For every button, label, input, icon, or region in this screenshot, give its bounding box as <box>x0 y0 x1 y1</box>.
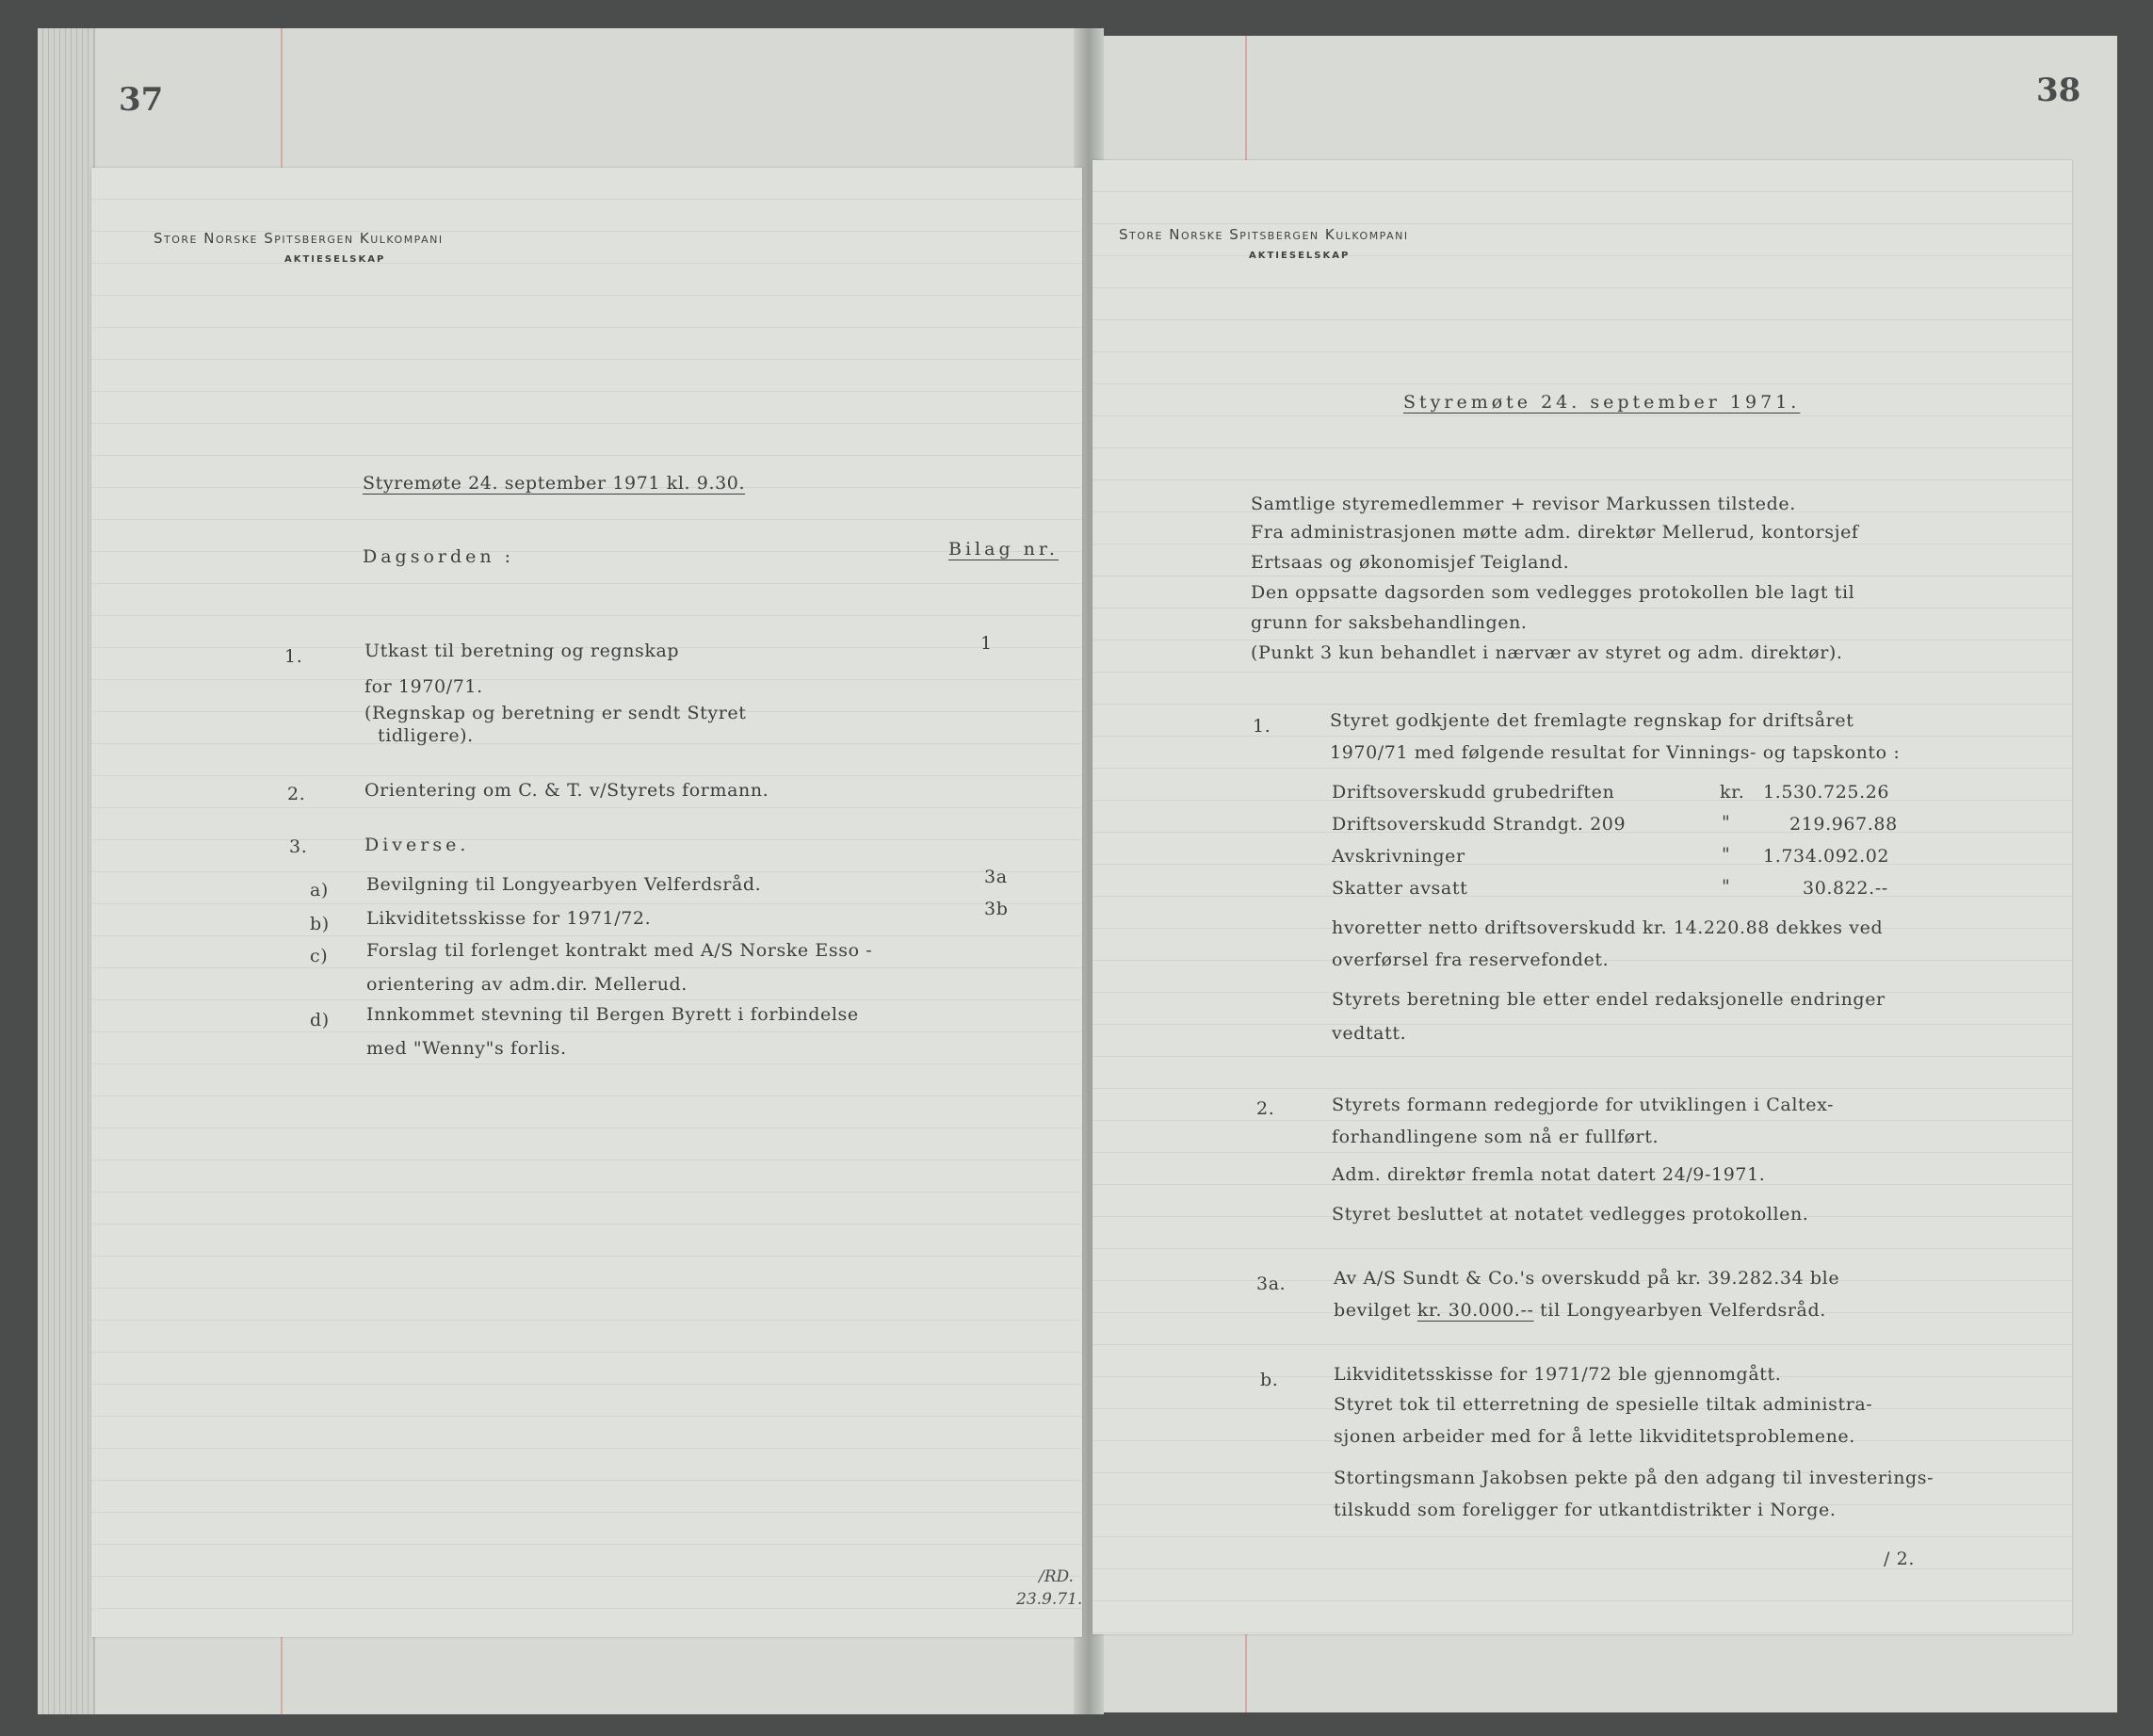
grant-amount: kr. 30.000.-- <box>1416 1300 1534 1321</box>
agenda-item-line: (Regnskap og beretning er sendt Styret <box>364 703 747 723</box>
continuation-mark: / 2. <box>1884 1549 1915 1569</box>
account-label: Avskrivninger <box>1332 846 1465 867</box>
subitem-letter: b) <box>310 914 330 934</box>
intro-line: grunn for saksbehandlingen. <box>1251 612 1528 633</box>
minutes-item-number: 3a. <box>1256 1274 1287 1294</box>
account-amount: 1.530.725.26 <box>1763 782 1890 803</box>
company-subtitle: AKTIESELSKAP <box>1249 251 1351 261</box>
minutes-item-line: forhandlingene som nå er fullført. <box>1332 1127 1659 1147</box>
page-stack-edge <box>38 28 95 1714</box>
account-prefix: " <box>1722 812 1731 833</box>
grant-text: til Longyearbyen Velferdsråd. <box>1540 1300 1826 1321</box>
minutes-item-line: Styrets formann redegjorde for utviklingen i Caltex- <box>1332 1095 1835 1115</box>
minutes-item-line: Stortingsmann Jakobsen pekte på den adgang til investerings- <box>1334 1468 1934 1488</box>
account-prefix: kr. <box>1720 782 1745 803</box>
intro-line: (Punkt 3 kun behandlet i nærvær av styret og adm. direktør). <box>1251 642 1843 663</box>
bilag-number: 1 <box>980 633 993 654</box>
page-number-right: 38 <box>2036 72 2081 109</box>
minutes-item-line: Likviditetsskisse for 1971/72 ble gjennomgått. <box>1334 1364 1782 1385</box>
minutes-item-line: overførsel fra reservefondet. <box>1332 949 1610 970</box>
minutes-item-line: Styret godkjente det fremlagte regnskap for driftsåret <box>1330 710 1854 731</box>
agenda-item-number: 1. <box>284 646 303 667</box>
minutes-item-line <box>1334 1300 1826 1321</box>
agenda-item-line: for 1970/71. <box>364 676 483 697</box>
subitem-letter: a) <box>310 880 329 900</box>
minutes-item-line: Styret besluttet at notatet vedlegges protokollen. <box>1332 1204 1809 1225</box>
subitem-line: Forslag til forlenget kontrakt med A/S Norske Esso - <box>366 940 873 961</box>
agenda-title: Styremøte 24. september 1971 kl. 9.30. <box>363 473 746 494</box>
intro-line: Samtlige styremedlemmer + revisor Markussen tilstede. <box>1251 494 1796 514</box>
agenda-item-line: Utkast til beretning og regnskap <box>364 641 680 661</box>
minutes-item-line: Av A/S Sundt & Co.'s overskudd på kr. 39.282.34 ble <box>1334 1268 1840 1289</box>
account-label: Driftsoverskudd Strandgt. 209 <box>1332 814 1627 835</box>
intro-line: Fra administrasjonen møtte adm. direktør Mellerud, kontorsjef <box>1251 522 1859 543</box>
grant-text: bevilget <box>1334 1300 1412 1321</box>
subitem-line: Likviditetsskisse for 1971/72. <box>366 908 652 929</box>
subitem-line: Bevilgning til Longyearbyen Velferdsråd. <box>366 874 762 895</box>
account-prefix: " <box>1722 844 1731 865</box>
minutes-item-number: 2. <box>1256 1098 1275 1119</box>
minutes-item-line: hvoretter netto driftsoverskudd kr. 14.220.88 dekkes ved <box>1332 917 1884 938</box>
minutes-item-line: Styrets beretning ble etter endel redaksjonelle endringer <box>1332 989 1886 1010</box>
agenda-item-number: 2. <box>287 784 306 804</box>
subitem-line: orientering av adm.dir. Mellerud. <box>366 974 688 995</box>
subitem-letter: d) <box>310 1010 330 1030</box>
bilag-number: 3b <box>984 899 1009 919</box>
minutes-item-line: 1970/71 med følgende resultat for Vinnings- og tapskonto : <box>1330 742 1901 763</box>
minutes-item-number: 1. <box>1253 716 1271 737</box>
account-amount: 1.734.092.02 <box>1763 846 1890 867</box>
subitem-letter: c) <box>310 946 329 966</box>
account-label: Driftsoverskudd grubedriften <box>1332 782 1615 803</box>
intro-line: Den oppsatte dagsorden som vedlegges protokollen ble lagt til <box>1251 582 1855 603</box>
account-amount: 219.967.88 <box>1789 814 1898 835</box>
minutes-item-number: b. <box>1260 1370 1279 1390</box>
page-number-left: 37 <box>119 81 164 119</box>
bilag-label: Bilag nr. <box>948 539 1059 560</box>
agenda-item-line: Orientering om C. & T. v/Styrets formann. <box>364 780 769 801</box>
agenda-item-line: Diverse. <box>364 835 470 855</box>
agenda-sheet <box>91 168 1082 1637</box>
account-amount: 30.822.-- <box>1803 878 1888 899</box>
subitem-line: med "Wenny"s forlis. <box>366 1038 567 1059</box>
intro-line: Ertsaas og økonomisjef Teigland. <box>1251 552 1570 573</box>
handwritten-date: 23.9.71. <box>1016 1590 1083 1609</box>
agenda-item-line: tidligere). <box>378 725 474 746</box>
minutes-item-line: Adm. direktør fremla notat datert 24/9-1971. <box>1332 1164 1766 1185</box>
agenda-label: Dagsorden : <box>363 546 515 567</box>
account-prefix: " <box>1722 876 1731 897</box>
bilag-number: 3a <box>984 867 1008 887</box>
company-subtitle: AKTIESELSKAP <box>284 254 386 265</box>
account-label: Skatter avsatt <box>1332 878 1468 899</box>
minutes-item-line: vedtatt. <box>1332 1023 1407 1044</box>
minutes-item-line: tilskudd som foreligger for utkantdistrikter i Norge. <box>1334 1500 1837 1520</box>
handwritten-initials: /RD. <box>1039 1567 1074 1586</box>
company-name: Store Norske Spitsbergen Kulkompani <box>1119 226 1409 243</box>
minutes-title: Styremøte 24. september 1971. <box>1403 392 1801 413</box>
subitem-line: Innkommet stevning til Bergen Byrett i forbindelse <box>366 1004 859 1025</box>
minutes-item-line: sjonen arbeider med for å lette likviditetsproblemene. <box>1334 1426 1855 1447</box>
minutes-item-line: Styret tok til etterretning de spesielle tiltak administra- <box>1334 1394 1873 1415</box>
company-name: Store Norske Spitsbergen Kulkompani <box>154 230 444 247</box>
minutes-sheet <box>1093 160 2072 1634</box>
agenda-item-number: 3. <box>289 836 308 857</box>
